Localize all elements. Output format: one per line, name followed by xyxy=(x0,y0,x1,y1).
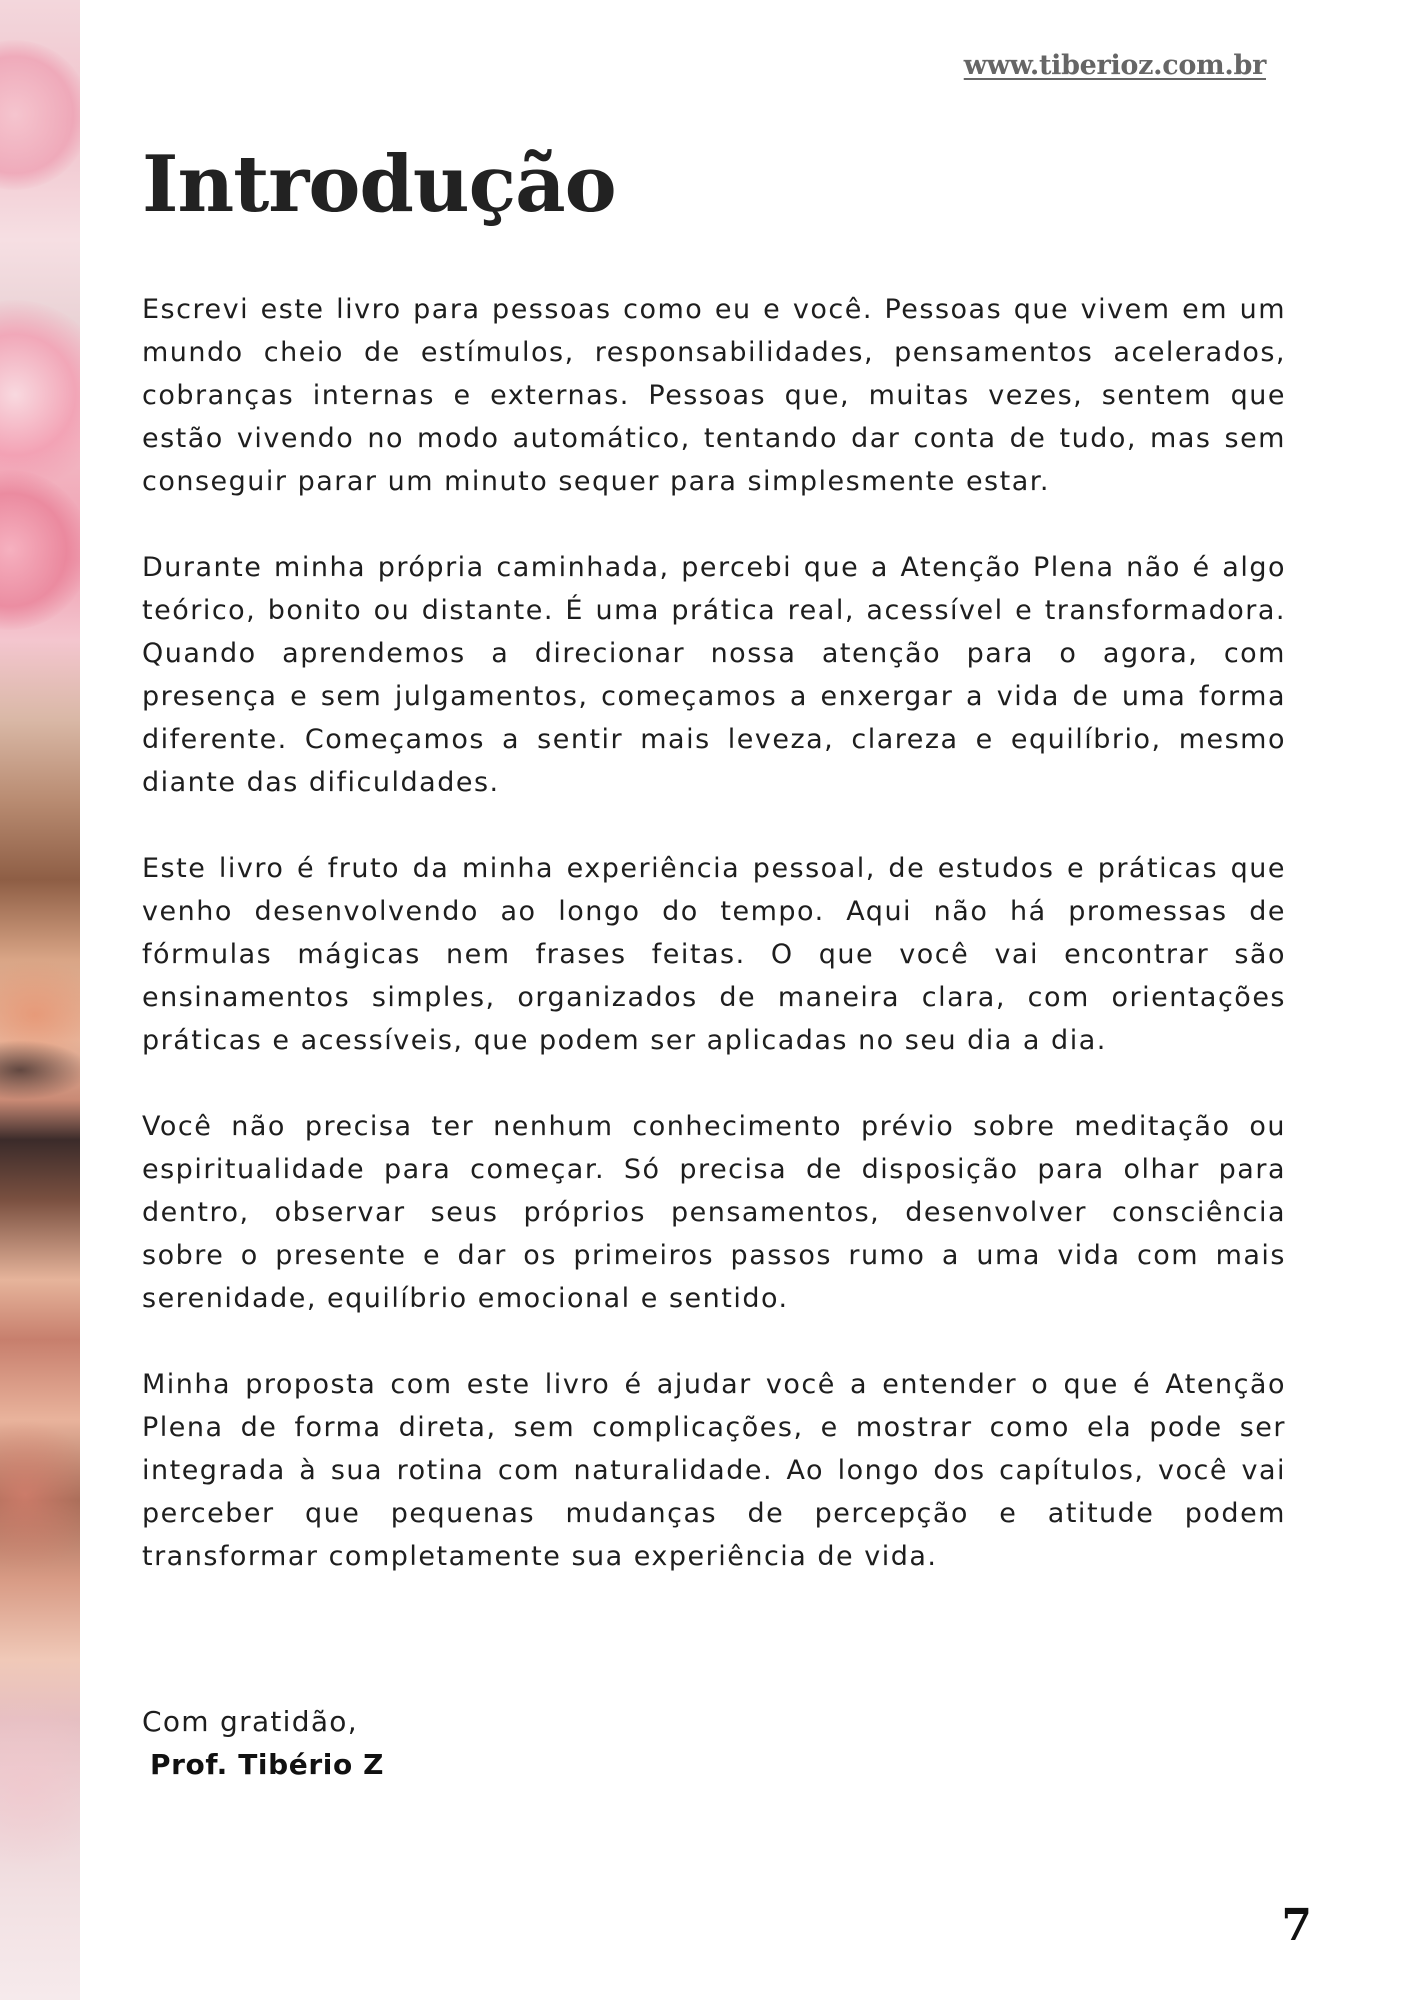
eyelash-shape xyxy=(0,1040,80,1100)
paragraph: Durante minha própria caminhada, percebi que a Atenção Plena não é algo teórico, bonito ou distante. É uma prática real, acessível e transformadora. Quando aprendemos a direcionar nossa atenção para o agora, com presença e sem julgamentos, começamos a enxergar a vida de uma forma diferente. Começamos a sentir mais leveza, clareza e equilíbrio, mesmo diante das dificuldades. xyxy=(142,552,1286,798)
author-name: Prof. Tibério Z xyxy=(150,1748,385,1781)
side-illustration xyxy=(0,0,80,2000)
lips-shape xyxy=(0,1420,80,1570)
sign-off: Com gratidão, xyxy=(142,1705,358,1738)
page-number: 7 xyxy=(1281,1900,1312,1951)
signature-block xyxy=(142,1700,384,1786)
flower-shape xyxy=(0,1700,80,1870)
paragraph: Este livro é fruto da minha experiência pessoal, de estudos e práticas que venho desenvolvendo ao longo do tempo. Aqui não há promessas de fórmulas mágicas nem frases feitas. O que você vai encontrar são ensinamentos simples, organizados de maneira clara, com orientações práticas e acessíveis, que podem ser aplicadas no seu dia a dia. xyxy=(142,853,1286,1056)
paragraph: Escrevi este livro para pessoas como eu e você. Pessoas que vivem em um mundo cheio de estímulos, responsabilidades, pensamentos acelerados, cobranças internas e externas. Pessoas que, muitas vezes, sentem que estão vivendo no modo automático, tentando dar conta de tudo, mas sem conseguir parar um minuto sequer para simplesmente estar. xyxy=(142,294,1286,497)
paragraph: Minha proposta com este livro é ajudar você a entender o que é Atenção Plena de forma direta, sem complicações, e mostrar como ela pode ser integrada à sua rotina com naturalidade. Ao longo dos capítulos, você vai perceber que pequenas mudanças de percepção e atitude podem transformar completamente sua experiência de vida. xyxy=(142,1369,1286,1572)
page-title: Introdução xyxy=(142,139,616,230)
flower-shape xyxy=(0,300,80,490)
body-text xyxy=(142,288,1286,1621)
flower-shape xyxy=(0,40,80,190)
paragraph: Você não precisa ter nenhum conhecimento prévio sobre meditação ou espiritualidade para começar. Só precisa de disposição para olhar para dentro, observar seus próprios pensamentos, desenvolver consciência sobre o presente e dar os primeiros passos rumo a uma vida com mais serenidade, equilíbrio emocional e sentido. xyxy=(142,1111,1286,1314)
flower-shape xyxy=(0,470,80,630)
website-link[interactable]: www.tiberioz.com.br xyxy=(963,50,1266,81)
